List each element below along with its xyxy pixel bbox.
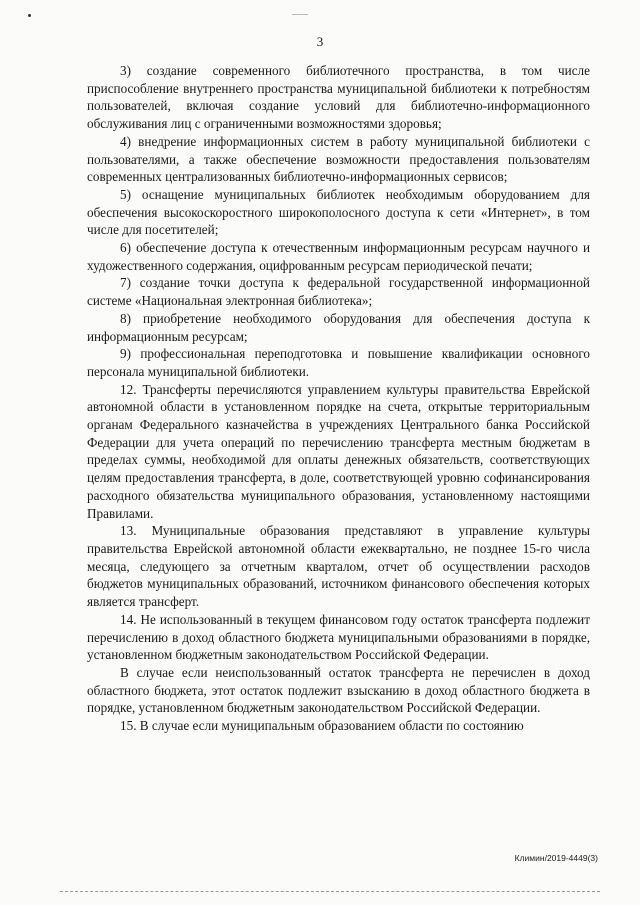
paragraph-clause-14-continued: В случае если неиспользованный остаток трансферта не перечислен в доход областного бюджета, этот остаток подлежит взысканию в доход областного бюджета в порядке, установленном бюджетным законодательством Российской Федерации. [87,664,590,716]
document-code: Климин/2019-4449(3) [514,853,598,863]
paragraph-item-7: 7) создание точки доступа к федеральной государственной информационной системе «Национальная электронная библиотека»; [87,275,590,309]
scan-artifact-mark [292,14,308,15]
paragraph-clause-12: 12. Трансферты перечисляются управлением культуры правительства Еврейской автономной области в установленном порядке на счета, открытые территориальным органам Федерального казначейства в учреждениях Центрального банка Российской Федерации для учета операций по перечислению трансферта местным бюджетам в пределах суммы, необходимой для оплаты денежных обязательств, соответствующих целям предоставления трансферта, в доле, соответствующей уровню софинансирования расходного обязательства муниципального образования, установленному настоящими Правилами. [87,381,590,521]
document-body [87,62,590,735]
paragraph-item-6: 6) обеспечение доступа к отечественным информационным ресурсам научного и художественного содержания, оцифрованным ресурсам периодической печати; [87,240,590,273]
paragraph-clause-15: 15. В случае если муниципальным образованием области по состоянию [120,718,524,734]
scan-artifact-dot [28,14,31,17]
paragraph-item-5: 5) оснащение муниципальных библиотек необходимым оборудованием для обеспечения высокоскоростного широкополосного доступа к сети «Интернет», в том числе для посетителей; [87,186,590,238]
paragraph-clause-13: 13. Муниципальные образования представляют в управление культуры правительства Еврейской автономной области ежеквартально, не позднее 15-го числа месяца, следующего за отчетным кварталом, отчет об осуществлении расходов бюджетов муниципальных образований, источником финансового обеспечения которых является трансферт. [87,523,590,610]
paragraph-item-3: 3) создание современного библиотечного пространства, в том числе приспособление внутреннего пространства муниципальной библиотеки к потребностям пользователей, включая создание условий для библиотечно-информационного обслуживания лиц с ограниченными возможностями здоровья; [87,63,590,132]
paragraph-item-8: 8) приобретение необходимого оборудования для обеспечения доступа к информационным ресурсам; [87,310,590,344]
paragraph-item-9: 9) профессиональная переподготовка и повышение квалификации основного персонала муниципальной библиотеки. [87,346,590,379]
paragraph-item-4: 4) внедрение информационных систем в работу муниципальной библиотеки с пользователями, а также обеспечение возможности предоставления пользователям современных централизованных библиотечно-информационных сервисов; [87,133,590,185]
page-number: 3 [316,34,324,49]
paragraph-clause-14: 14. Не использованный в текущем финансовом году остаток трансферта подлежит перечислению в доход областного бюджета муниципальными образованиями в порядке, установленном бюджетным законодательством Российской Федерации. [87,611,590,663]
bottom-divider [60,891,600,892]
